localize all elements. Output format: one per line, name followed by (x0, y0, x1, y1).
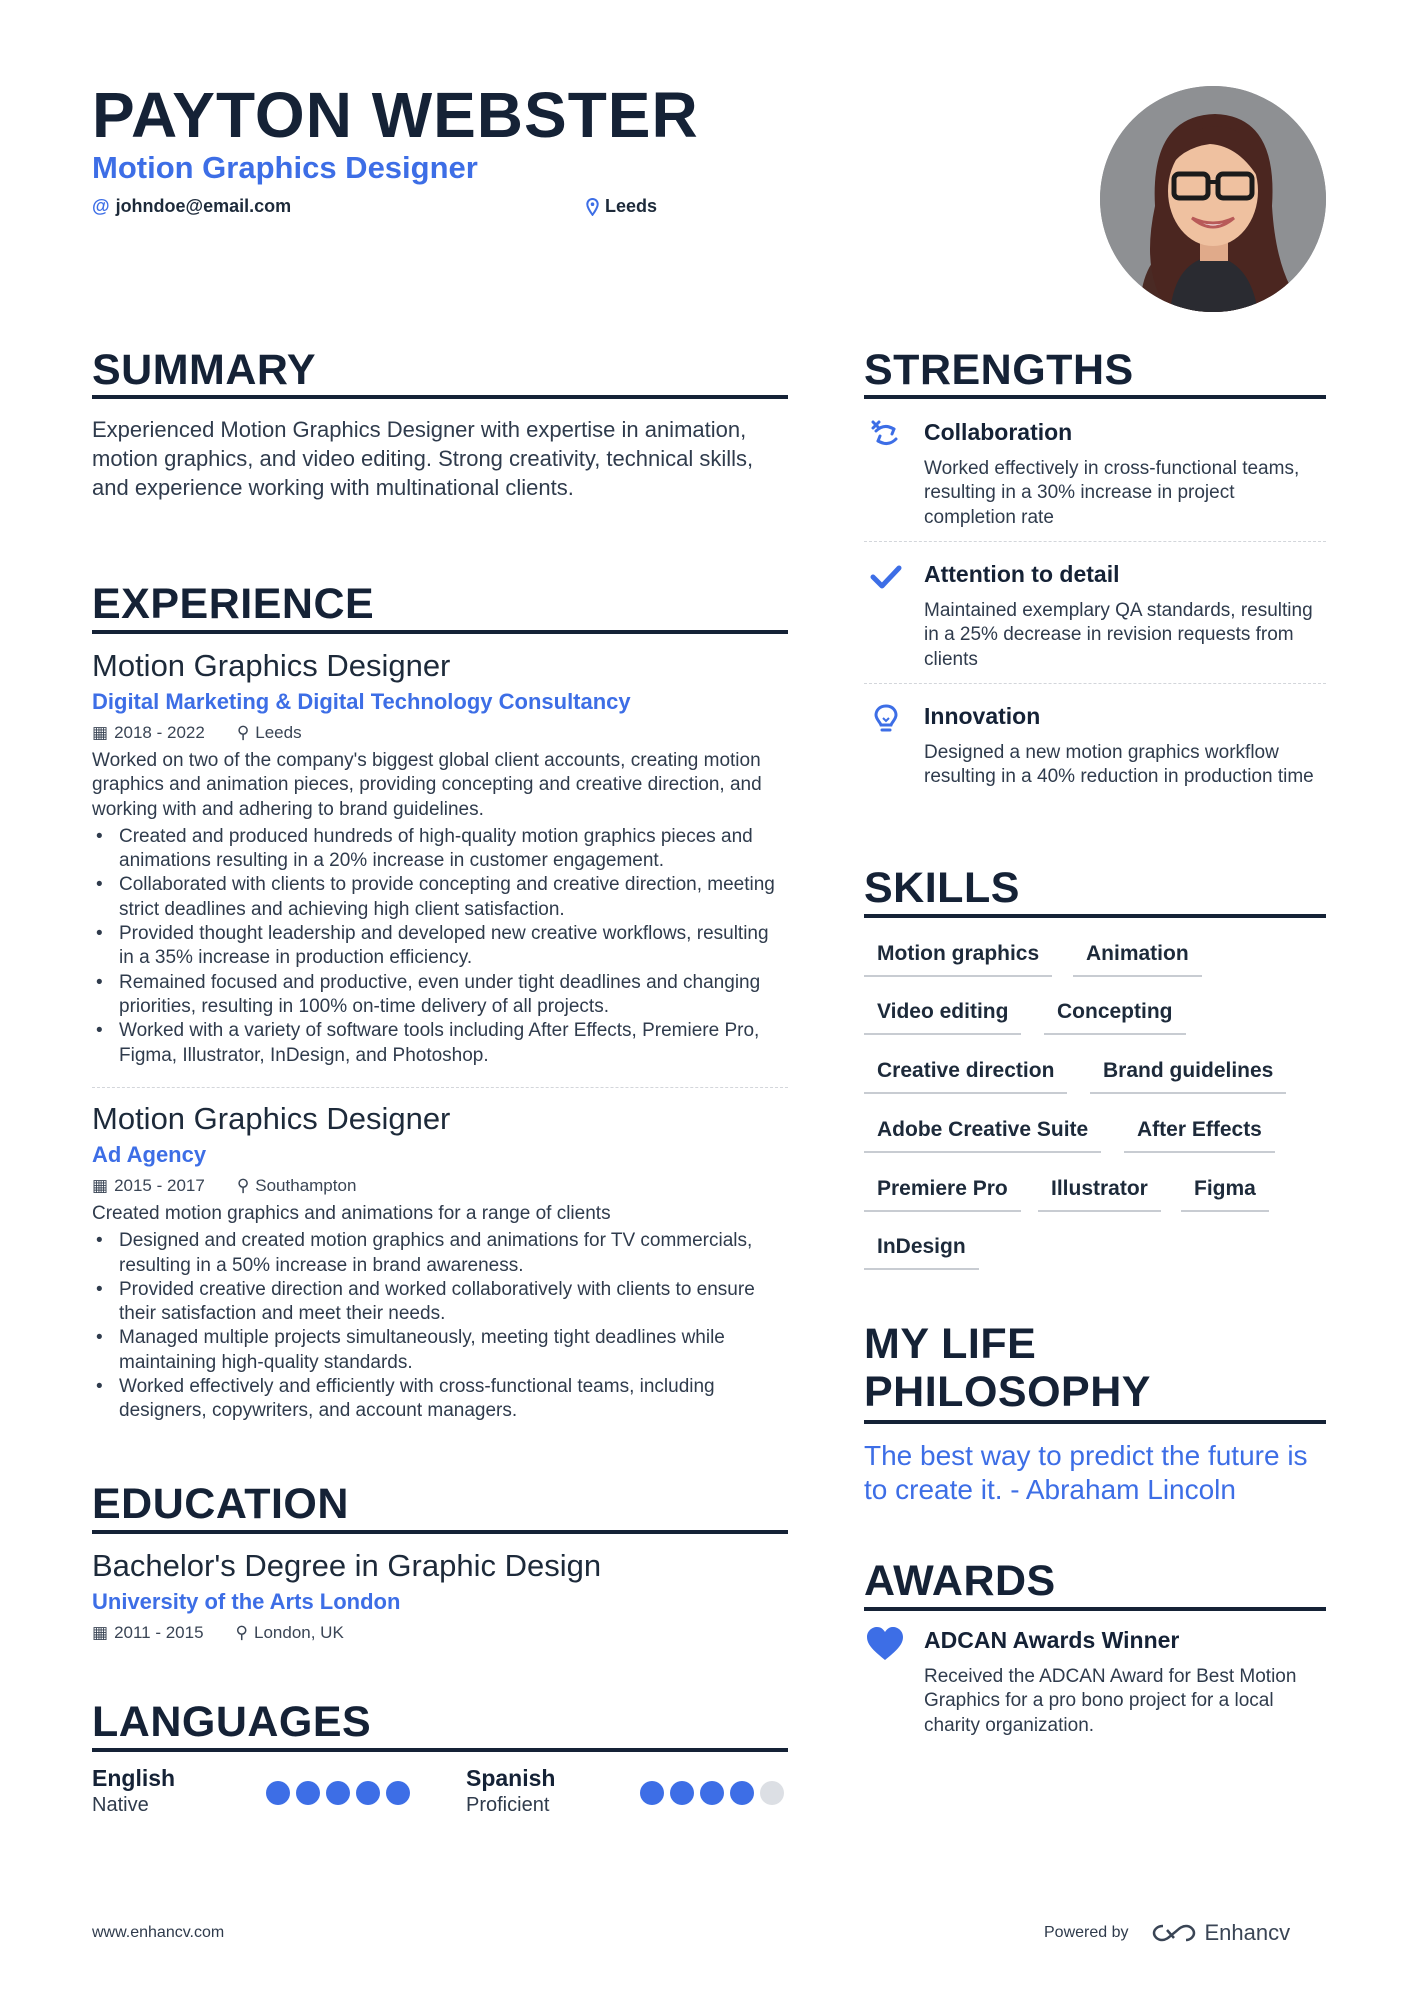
rating-dot-filled (700, 1781, 724, 1805)
job-bullet: • Worked effectively and efficiently with cross-functional teams, including designers, copywriters, and account managers. (92, 1375, 788, 1424)
strength-divider (864, 541, 1326, 542)
skill-tag: InDesign (864, 1235, 979, 1270)
checkmark-icon (870, 561, 902, 593)
rating-dot-filled (296, 1781, 320, 1805)
education-rule (92, 1530, 788, 1534)
job-bullet: • Provided thought leadership and developed new creative workflows, resulting in a 35% increase in production efficiency. (92, 922, 788, 971)
language-rating (266, 1781, 410, 1805)
collaboration-icon (870, 419, 902, 451)
enhancv-logo-text: Enhancv (1204, 1920, 1291, 1945)
enhancv-logo-icon (1151, 1922, 1197, 1944)
rating-dot-filled (386, 1781, 410, 1805)
job-bullet: • Designed and created motion graphics and animations for TV commercials, resulting in a 50% increase in brand awareness. (92, 1229, 788, 1278)
company-name[interactable]: Digital Marketing & Digital Technology Consultancy (92, 689, 631, 714)
job-description: Worked on two of the company's biggest global client accounts, creating motion graphics and animation pieces, providing concepting and creative direction, and working with and adhering to brand guidelines. (92, 750, 762, 820)
school-name[interactable]: University of the Arts London (92, 1589, 401, 1614)
job-bullet: • Provided creative direction and worked collaboratively with clients to ensure their satisfaction and meet their needs. (92, 1278, 788, 1327)
philosophy-heading-line2: PHILOSOPHY (864, 1368, 1151, 1417)
skill-tag: Concepting (1044, 1000, 1186, 1035)
skill-tag: Video editing (864, 1000, 1021, 1035)
job-description: Created motion graphics and animations for a range of clients (92, 1203, 611, 1224)
job-divider (92, 1087, 788, 1088)
skill-tag: Creative direction (864, 1059, 1067, 1094)
rating-dot-filled (730, 1781, 754, 1805)
experience-rule (92, 630, 788, 634)
job-title: Motion Graphics Designer (92, 648, 451, 683)
email-contact[interactable] (92, 196, 291, 217)
strength-desc: Worked effectively in cross-functional teams, resulting in a 30% increase in project completion rate (924, 458, 1300, 528)
job-bullet: • Collaborated with clients to provide concepting and creative direction, meeting strict deadlines and achieving high client satisfaction. (92, 873, 788, 922)
language-item (466, 1765, 555, 1817)
strength-title: Collaboration (924, 419, 1073, 445)
calendar-icon: ▦ (92, 1623, 109, 1642)
company-name[interactable]: Ad Agency (92, 1142, 207, 1167)
skills-rule (864, 914, 1326, 918)
philosophy-rule (864, 1420, 1326, 1424)
job-dates: ▦ 2018 - 2022 (92, 723, 205, 742)
rating-dot-empty (760, 1781, 784, 1805)
education-entry (92, 1548, 788, 1643)
skill-tag: After Effects (1124, 1118, 1275, 1153)
award-desc: Received the ADCAN Award for Best Motion Graphics for a pro bono project for a local charity organization. (924, 1666, 1297, 1736)
philosophy-heading (864, 1320, 1326, 1416)
job-bullet: • Remained focused and productive, even under tight deadlines and changing priorities, resulting in 100% on-time delivery of all projects. (92, 971, 788, 1020)
job-meta (92, 1176, 788, 1196)
email-text: johndoe@email.com (115, 196, 292, 216)
skill-tag: Adobe Creative Suite (864, 1118, 1101, 1153)
summary-text: Experienced Motion Graphics Designer with expertise in animation, motion graphics, and video editing. Strong creativity, technical skills, and experience working with multinational clients. (92, 417, 754, 500)
job-bullets (92, 1229, 788, 1423)
skill-tag: Illustrator (1038, 1177, 1161, 1212)
job-meta (92, 723, 788, 743)
job-bullet: • Worked with a variety of software tools including After Effects, Premiere Pro, Figma, Illustrator, InDesign, and Photoshop. (92, 1019, 788, 1068)
lightbulb-icon (870, 703, 902, 735)
language-rating (640, 1781, 784, 1805)
awards-heading: AWARDS (864, 1557, 1056, 1605)
strengths-rule (864, 395, 1326, 399)
candidate-name: PAYTON WEBSTER (92, 79, 699, 151)
education-location: ⚲ London, UK (235, 1623, 344, 1642)
degree-title: Bachelor's Degree in Graphic Design (92, 1548, 602, 1583)
powered-by-text: Powered by (1044, 1924, 1129, 1941)
job-dates: ▦ 2015 - 2017 (92, 1176, 205, 1195)
location-contact (586, 196, 657, 217)
strength-title: Innovation (924, 703, 1041, 729)
award-title: ADCAN Awards Winner (924, 1627, 1180, 1653)
calendar-icon: ▦ (92, 1176, 109, 1195)
profile-photo (1100, 86, 1326, 312)
at-icon: @ (92, 196, 110, 216)
map-pin-icon: ⚲ (236, 1176, 250, 1195)
awards-rule (864, 1607, 1326, 1611)
summary-rule (92, 395, 788, 399)
skill-tag: Premiere Pro (864, 1177, 1021, 1212)
skill-tag: Motion graphics (864, 942, 1052, 977)
job-location: ⚲ Southampton (236, 1176, 357, 1195)
job-bullet: • Created and produced hundreds of high-quality motion graphics pieces and animations resulting in a 20% increase in customer engagement. (92, 825, 788, 874)
map-pin-icon: ⚲ (235, 1623, 248, 1642)
languages-heading: LANGUAGES (92, 1698, 372, 1746)
job-title: Motion Graphics Designer (92, 1101, 451, 1136)
philosophy-heading-line1: MY LIFE (864, 1320, 1037, 1368)
skill-tag: Figma (1181, 1177, 1269, 1212)
strength-divider (864, 683, 1326, 684)
language-name: Spanish (466, 1765, 556, 1791)
location-text: Leeds (605, 196, 658, 216)
education-dates: ▦ 2011 - 2015 (92, 1623, 204, 1642)
strength-desc: Maintained exemplary QA standards, resulting in a 25% decrease in revision requests from clients (924, 600, 1313, 670)
job-entry (92, 1101, 788, 1424)
job-bullet: • Managed multiple projects simultaneously, meeting tight deadlines while maintaining high-quality standards. (92, 1326, 788, 1375)
education-heading: EDUCATION (92, 1480, 349, 1528)
language-item (92, 1765, 175, 1817)
map-pin-icon (586, 198, 599, 216)
map-pin-icon: ⚲ (236, 723, 250, 742)
rating-dot-filled (326, 1781, 350, 1805)
strength-item (864, 419, 1326, 529)
rating-dot-filled (356, 1781, 380, 1805)
award-item (864, 1627, 1326, 1737)
strength-item (864, 561, 1326, 671)
job-entry (92, 648, 788, 1068)
education-meta (92, 1623, 788, 1643)
experience-heading: EXPERIENCE (92, 580, 375, 628)
calendar-icon: ▦ (92, 723, 109, 742)
language-name: English (92, 1765, 176, 1791)
strength-desc: Designed a new motion graphics workflow resulting in a 40% reduction in production time (924, 742, 1314, 788)
job-location: ⚲ Leeds (236, 723, 302, 742)
skill-tag: Brand guidelines (1090, 1059, 1286, 1094)
strength-item (864, 703, 1326, 813)
language-level: Proficient (466, 1794, 550, 1816)
strength-title: Attention to detail (924, 561, 1120, 587)
job-bullets (92, 825, 788, 1068)
skill-tag: Animation (1073, 942, 1202, 977)
language-level: Native (92, 1794, 149, 1816)
footer-website[interactable]: www.enhancv.com (92, 1924, 225, 1941)
candidate-role: Motion Graphics Designer (92, 150, 478, 185)
languages-rule (92, 1748, 788, 1752)
strengths-heading: STRENGTHS (864, 346, 1134, 394)
rating-dot-filled (670, 1781, 694, 1805)
philosophy-quote: The best way to predict the future is to create it. - Abraham Lincoln (864, 1440, 1308, 1505)
footer-branding (1044, 1920, 1290, 1946)
rating-dot-filled (266, 1781, 290, 1805)
rating-dot-filled (640, 1781, 664, 1805)
skills-heading: SKILLS (864, 864, 1020, 912)
heart-icon (866, 1627, 904, 1661)
summary-heading: SUMMARY (92, 346, 317, 394)
enhancv-logo[interactable] (1151, 1920, 1291, 1946)
